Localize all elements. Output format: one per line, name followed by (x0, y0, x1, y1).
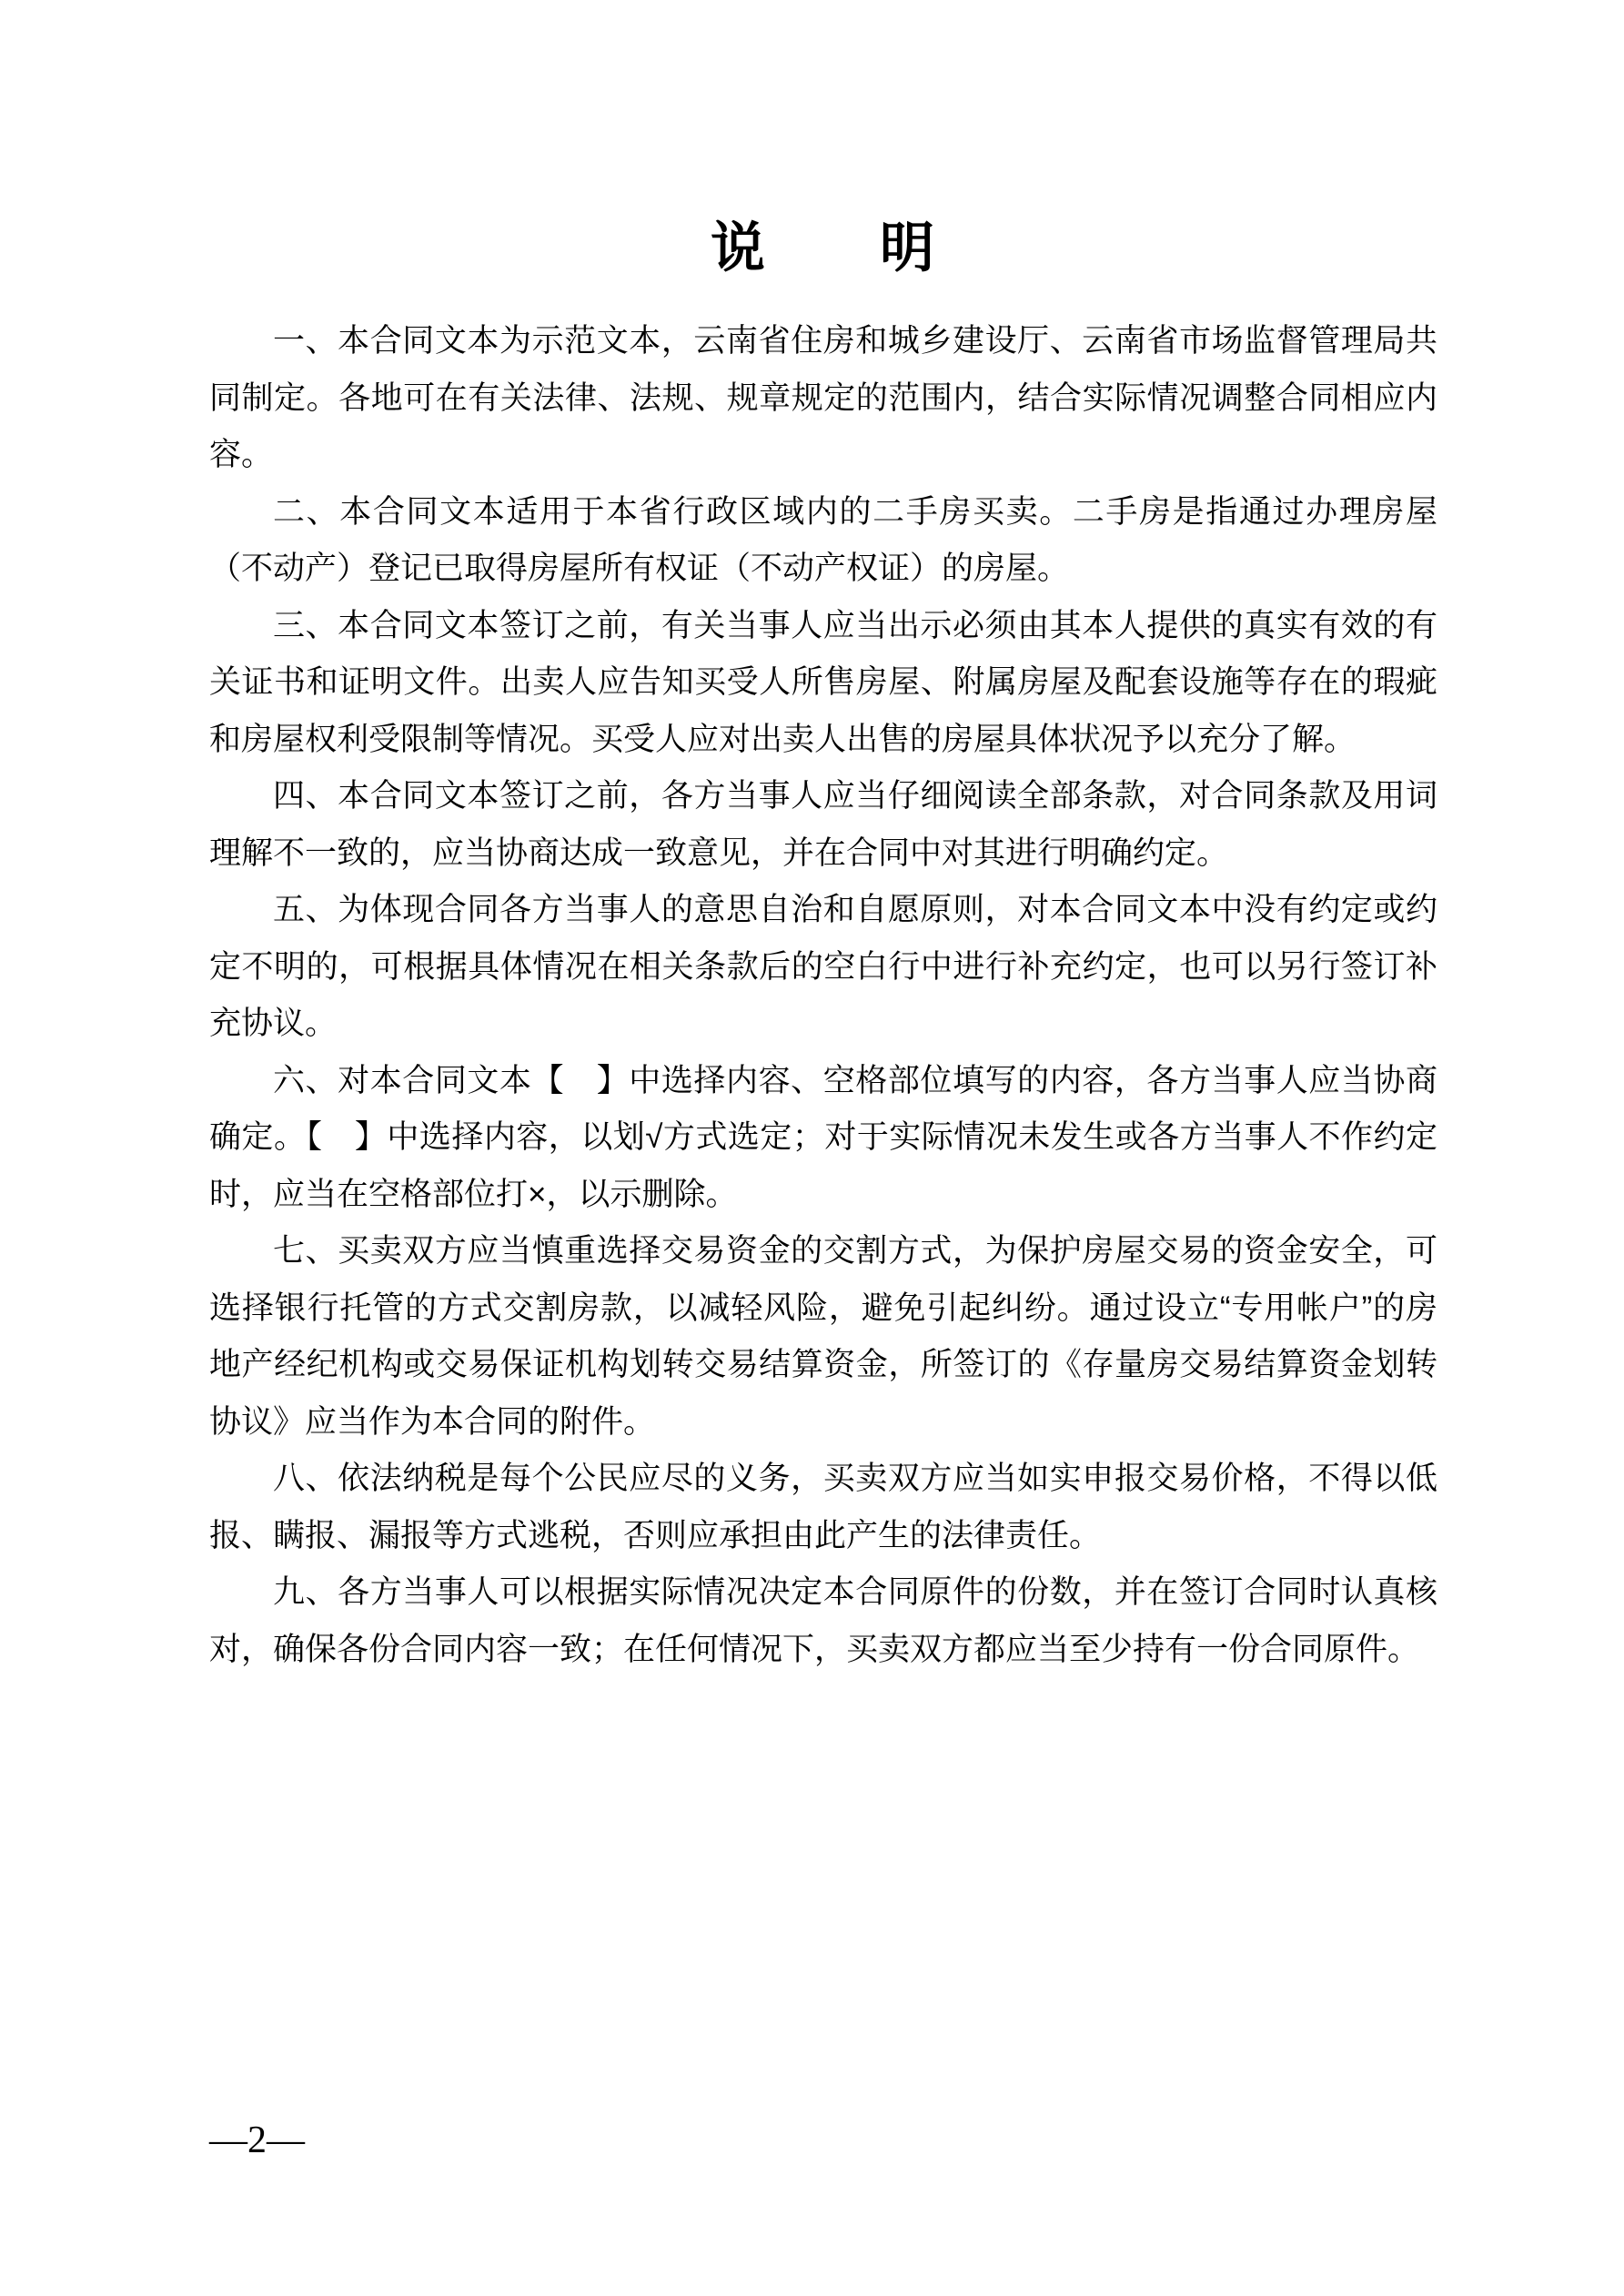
instruction-paragraph-3: 三、本合同文本签订之前，有关当事人应当出示必须由其本人提供的真实有效的有关证书和证明文件。出卖人应告知买受人所售房屋、附属房屋及配套设施等存在的瑕疵和房屋权利受限制等情况。买受人应对出卖人出售的房屋具体状况予以充分了解。 (209, 607, 1437, 757)
instruction-paragraph-9: 九、各方当事人可以根据实际情况决定本合同原件的份数，并在签订合同时认真核对，确保各份合同内容一致；在任何情况下，买卖双方都应当至少持有一份合同原件。 (209, 1574, 1437, 1667)
page-title: 说 明 (711, 217, 936, 278)
instruction-paragraph-2: 二、本合同文本适用于本省行政区域内的二手房买卖。二手房是指通过办理房屋（不动产）登记已取得房屋所有权证（不动产权证）的房屋。 (209, 493, 1437, 586)
instruction-paragraph-1: 一、本合同文本为示范文本，云南省住房和城乡建设厅、云南省市场监督管理局共同制定。各地可在有关法律、法规、规章规定的范围内，结合实际情况调整合同相应内容。 (209, 323, 1437, 472)
instruction-paragraph-8: 八、依法纳税是每个公民应尽的义务，买卖双方应当如实申报交易价格，不得以低报、瞒报、漏报等方式逃税，否则应承担由此产生的法律责任。 (209, 1461, 1437, 1553)
document-content (209, 0, 1437, 1678)
instruction-paragraph-4: 四、本合同文本签订之前，各方当事人应当仔细阅读全部条款，对合同条款及用词理解不一致的，应当协商达成一致意见，并在合同中对其进行明确约定。 (209, 778, 1437, 871)
instruction-paragraph-7: 七、买卖双方应当慎重选择交易资金的交割方式，为保护房屋交易的资金安全，可选择银行托管的方式交割房款，以减轻风险，避免引起纠纷。通过设立“专用帐户”的房地产经纪机构或交易保证机构划转交易结算资金，所签订的《存量房交易结算资金划转协议》应当作为本合同的附件。 (209, 1233, 1437, 1440)
instruction-paragraph-5: 五、为体现合同各方当事人的意思自治和自愿原则，对本合同文本中没有约定或约定不明的，可根据具体情况在相关条款后的空白行中进行补充约定，也可以另行签订补充协议。 (209, 892, 1437, 1041)
instruction-paragraph-6: 六、对本合同文本【 】中选择内容、空格部位填写的内容，各方当事人应当协商确定。【 】中选择内容，以划√方式选定；对于实际情况未发生或各方当事人不作约定时，应当在空格部位打×，以示删除。 (209, 1062, 1437, 1212)
document-body (209, 313, 1437, 1678)
page-number: —2— (209, 2119, 305, 2161)
